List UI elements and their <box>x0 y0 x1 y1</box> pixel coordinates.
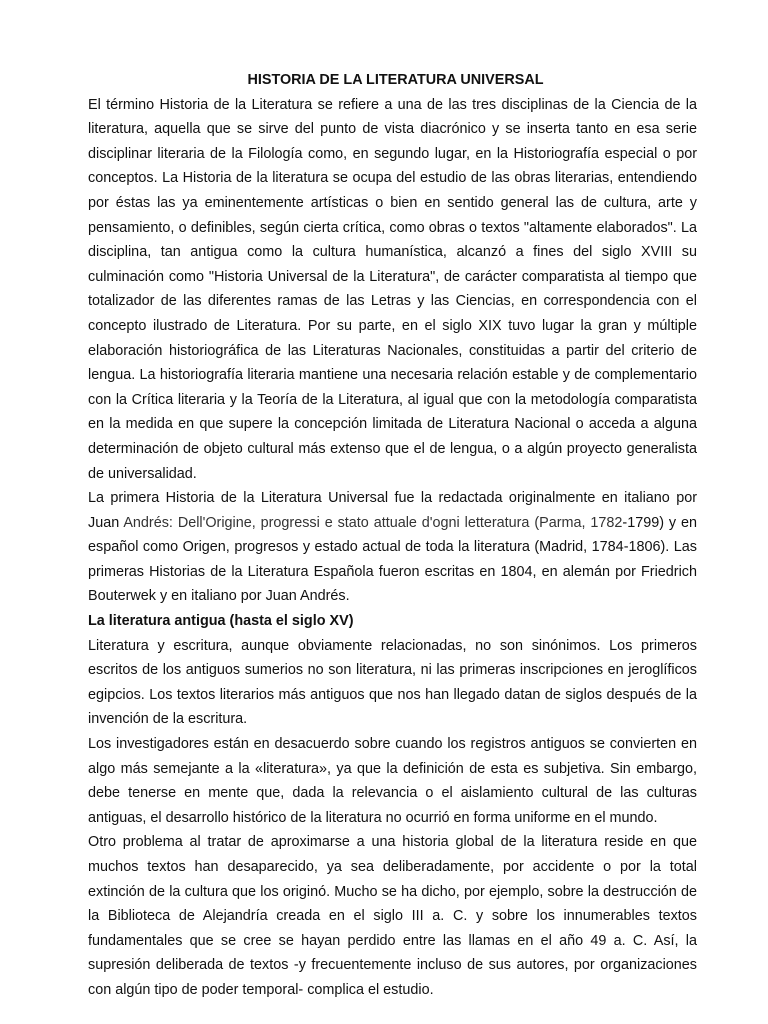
section-heading: La literatura antigua (hasta el siglo XV) <box>88 613 354 630</box>
document-title: HISTORIA DE LA LITERATURA UNIVERSAL <box>247 72 544 88</box>
first-history-text-a: La primera Historia de la Literatura Universal fue la redactada originalmente en italiano por Juan <box>88 490 697 531</box>
document-page <box>88 68 697 1003</box>
antigua-paragraph-1: Literatura y escritura, aunque obviamente relacionadas, no son sinónimos. Los primeros escritos de los antiguos sumerios no son literatura, ni las primeras inscripciones en jeroglíficos egipcios. Los textos literarios más antiguos que nos han llegado datan de siglos después de la invención de la escritura. <box>88 637 697 728</box>
first-history-paragraph <box>88 486 697 609</box>
first-history-text-c: -1799) y en español como Origen, progresos y estado actual de toda la literatura (Madrid, 1784-1806). Las primeras Historias de la Literatura Española fueron escritas en 1804, en alemán por Friedrich Bouterwek y en italiano por Juan Andrés. <box>88 514 697 605</box>
antigua-paragraph-3: Otro problema al tratar de aproximarse a una historia global de la literatura reside en que muchos textos han desaparecido, ya sea deliberadamente, por accidente o por la total extinción de la cultura que los originó. Mucho se ha dicho, por ejemplo, sobre la destrucción de la Biblioteca de Alejandría creada en el siglo III a. C. y sobre los innumerables textos fundamentales que se cree se hayan perdido entre las llamas en el año 49 a. C. Así, la supresión deliberada de textos -y frecuentemente incluso de sus autores, por organizaciones con algún tipo de poder temporal- complica el estudio. <box>88 834 697 998</box>
first-history-text-b: Andrés: Dell'Origine, progressi e stato attuale d'ogni letteratura (Parma, 1782 <box>123 514 623 531</box>
intro-paragraph: El término Historia de la Literatura se refiere a una de las tres disciplinas de la Ciencia de la literatura, aquella que se sirve del punto de vista diacrónico y se inserta tanto en esa serie disciplinar literaria de la Filología como, en segundo lugar, en la Historiografía especial o por conceptos. La Historia de la literatura se ocupa del estudio de las obras literarias, entendiendo por éstas las ya eminentemente artísticas o bien en sentido general las de cultura, arte y pensamiento, o definibles, según cierta crítica, como obras o textos "altamente elaborados". La disciplina, tan antigua como la cultura humanística, alcanzó a fines del siglo XVIII su culminación como "Historia Universal de la Literatura", de carácter comparatista al tiempo que totalizador de las diferentes ramas de las Letras y las Ciencias, en correspondencia con el concepto ilustrado de Literatura. Por su parte, en el siglo XIX tuvo lugar la gran y múltiple elaboración historiográfica de las Literaturas Nacionales, constituidas a partir del criterio de lengua. La historiografía literaria mantiene una necesaria relación estable y de complementario con la Crítica literaria y la Teoría de la Literatura, al igual que con la metodología comparatista en la medida en que supere la concepción limitada de Literatura Nacional o acceda a alguna determinación de objeto cultural más extenso que el de lengua, o a algún proyecto generalista de universalidad. <box>88 96 697 482</box>
antigua-paragraph-2: Los investigadores están en desacuerdo sobre cuando los registros antiguos se convierten en algo más semejante a la «literatura», ya que la definición de esta es subjetiva. Sin embargo, debe tenerse en mente que, dada la relevancia o el aislamiento cultural de las culturas antiguas, el desarrollo histórico de la literatura no ocurrió en forma uniforme en el mundo. <box>88 736 697 826</box>
